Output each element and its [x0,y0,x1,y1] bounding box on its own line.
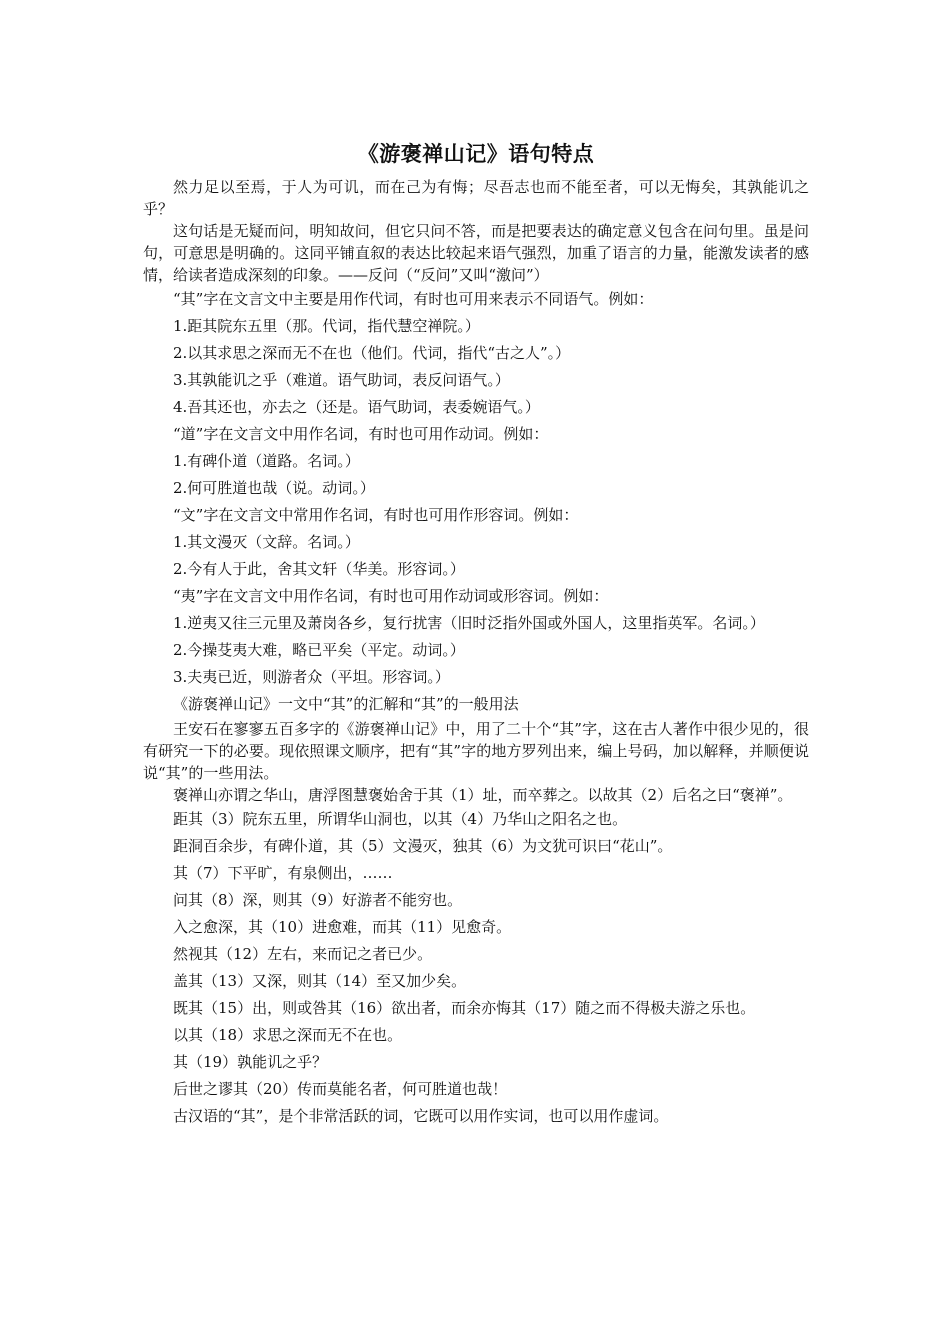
dao-example: 1.有碑仆道（道路。名词。） [173,452,360,470]
qi-example: 4.吾其还也，亦去之（还是。语气助词，表委婉语气。） [173,398,540,416]
qi-line: 距洞百余步，有碑仆道，其（5）文漫灭，独其（6）为文犹可识曰“花山”。 [173,837,673,855]
qi-line: 距其（3）院东五里，所谓华山洞也，以其（4）乃华山之阳名之也。 [173,810,628,828]
qi-example: 2.以其求思之深而无不在也（他们。代词，指代“古之人”。） [173,344,571,362]
section-title: 《游褒禅山记》一文中“其”的汇解和“其”的一般用法 [173,695,519,713]
qi-line: 盖其（13）又深，则其（14）至又加少矣。 [173,972,467,990]
qi-line: 入之愈深，其（10）进愈难，而其（11）见愈奇。 [173,918,512,936]
document-title: 《游褒禅山记》语句特点 [357,141,595,166]
qi-line: 其（7）下平旷，有泉侧出，…… [173,864,393,882]
qi-intro: “其”字在文言文中主要是用作代词，有时也可用来表示不同语气。例如： [173,290,654,308]
explanation-paragraph: 这句话是无疑而问，明知故问，但它只问不答，而是把要表达的确定意义包含在问句里。虽是问句，可意思是明确的。这同平铺直叙的表达比较起来语气强烈，加重了语言的力量，能激发读者的感情，给读者造成深刻的印象。——反问（“反问”又叫“激问”） [143,222,809,284]
qi-line: 然视其（12）左右，来而记之者已少。 [173,945,433,963]
qi-line: 以其（18）求思之深而无不在也。 [173,1026,403,1044]
qi-line: 古汉语的“其”，是个非常活跃的词，它既可以用作实词，也可以用作虚词。 [173,1107,669,1125]
intro-paragraph: 王安石在寥寥五百多字的《游褒禅山记》中，用了二十个“其”字，这在古人著作中很少见的，很有研究一下的必要。现依照课文顺序，把有“其”字的地方罗列出来，编上号码，加以解释，并顺便说说“其”的一些用法。 [143,720,809,782]
qi-line: 问其（8）深，则其（9）好游者不能穷也。 [173,891,463,909]
qi-line: 后世之谬其（20）传而莫能名者，何可胜道也哉！ [173,1080,508,1098]
qi-example: 1.距其院东五里（那。代词，指代慧空禅院。） [173,317,480,335]
wen-intro: “文”字在文言文中常用作名词，有时也可用作形容词。例如： [173,506,579,524]
dao-example: 2.何可胜道也哉（说。动词。） [173,479,375,497]
qi-line: 其（19）孰能讥之乎？ [173,1053,328,1071]
yi-example: 1.逆夷又往三元里及萧岗各乡，复行扰害（旧时泛指外国或外国人，这里指英军。名词。） [173,614,765,632]
yi-example: 3.夫夷已近，则游者众（平坦。形容词。） [173,668,450,686]
yi-example: 2.今操芟夷大难，略已平矣（平定。动词。） [173,641,465,659]
qi-paragraph: 褒禅山亦谓之华山，唐浮图慧褒始舍于其（1）址，而卒葬之。以故其（2）后名之曰“褒禅”。 [173,786,793,804]
dao-intro: “道”字在文言文中用作名词，有时也可用作动词。例如： [173,425,549,443]
document-page [143,138,809,1130]
qi-example: 3.其孰能讥之乎（难道。语气助词，表反问语气。） [173,371,510,389]
wen-example: 1.其文漫灭（文辞。名词。） [173,533,360,551]
wen-example: 2.今有人于此，舍其文轩（华美。形容词。） [173,560,465,578]
yi-intro: “夷”字在文言文中用作名词，有时也可用作动词或形容词。例如： [173,587,609,605]
qi-line: 既其（15）出，则或咎其（16）欲出者，而余亦悔其（17）随之而不得极夫游之乐也。 [173,999,756,1017]
quote-paragraph: 然力足以至焉，于人为可讥，而在己为有悔；尽吾志也而不能至者，可以无悔矣，其孰能讥之乎？ [143,178,809,218]
